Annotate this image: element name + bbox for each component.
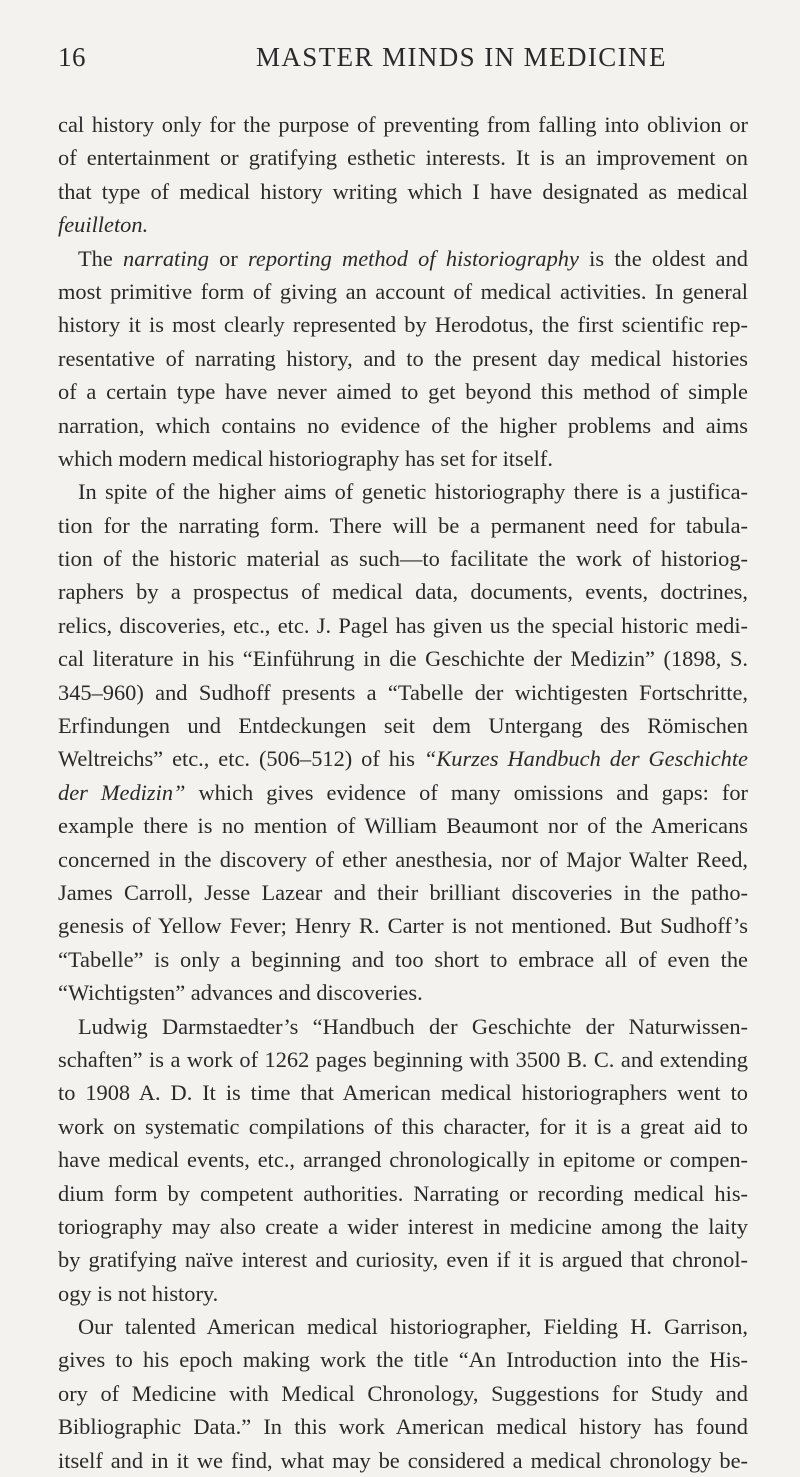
text-line: In spite of the higher aims of genetic historiography there is a justifica- [78, 479, 748, 505]
text-line: Erfindungen und Entdeckungen seit dem Untergang des Römischen [58, 713, 748, 739]
text-line: that type of medical history writing which I have designated as medical [58, 178, 748, 204]
running-title: MASTER MINDS IN MEDICINE [256, 42, 667, 72]
text-line: by gratifying naïve interest and curiosity, even if it is argued that chronol- [58, 1247, 748, 1273]
text-line: raphers by a prospectus of medical data, documents, events, doctrines, [58, 579, 748, 605]
text-line: ogy is not history. [58, 1280, 219, 1306]
text-line: gives to his epoch making work the title “An Introduction into the His- [58, 1347, 748, 1373]
text-line: tion for the narrating form. There will be a permanent need for tabula- [58, 512, 748, 538]
text-line: “Wichtigsten” advances and discoveries. [58, 980, 423, 1006]
text-line: of entertainment or gratifying esthetic interests. It is an improvement on [58, 145, 748, 171]
text-line: example there is no mention of William Beaumont nor of the Americans [58, 813, 748, 839]
page-number: 16 [58, 42, 86, 72]
text-line: tion of the historic material as such—to facilitate the work of historiog- [58, 546, 748, 572]
text-line: of a certain type have never aimed to get beyond this method of simple [58, 379, 748, 405]
text-line: resentative of narrating history, and to the present day medical histories [58, 345, 748, 371]
text-line: “Tabelle” is only a beginning and too short to embrace all of even the [58, 946, 748, 972]
text-line: Weltreichs” etc., etc. (506–512) of his “Kurzes Handbuch der Geschichte [58, 746, 748, 772]
text-line: cal history only for the purpose of preventing from falling into oblivion or [58, 112, 748, 137]
text-line: Our talented American medical historiographer, Fielding H. Garrison, [78, 1314, 748, 1340]
text-line: dium form by competent authorities. Narrating or recording medical his- [58, 1180, 748, 1206]
text-line: work on systematic compilations of this character, for it is a great aid to [58, 1113, 748, 1139]
text-line: concerned in the discovery of ether anesthesia, nor of Major Walter Reed, [58, 846, 748, 872]
text-line: der Medizin” which gives evidence of many omissions and gaps: for [58, 779, 748, 805]
text-line: feuilleton. [58, 212, 149, 238]
page-header [0, 42, 800, 82]
text-line: ory of Medicine with Medical Chronology, Suggestions for Study and [58, 1380, 748, 1406]
text-line: most primitive form of giving an account of medical activities. In general [58, 278, 748, 304]
text-line: Ludwig Darmstaedter’s “Handbuch der Geschichte der Naturwissen- [78, 1013, 748, 1039]
text-line: which modern medical historiography has set for itself. [58, 445, 553, 471]
text-line: The narrating or reporting method of historiography is the oldest and [78, 245, 748, 271]
text-line: toriography may also create a wider interest in medicine among the laity [58, 1213, 748, 1239]
text-line: genesis of Yellow Fever; Henry R. Carter is not mentioned. But Sudhoff’s [58, 913, 748, 939]
text-line: relics, discoveries, etc., etc. J. Pagel has given us the special historic medi- [58, 612, 748, 638]
text-line: itself and in it we find, what may be considered a medical chronology be- [58, 1447, 748, 1473]
body-text [58, 108, 748, 1477]
text-line: narration, which contains no evidence of the higher problems and aims [58, 412, 748, 438]
text-line: history it is most clearly represented by Herodotus, the first scientific rep- [58, 312, 748, 338]
text-line: schaften” is a work of 1262 pages beginning with 3500 B. C. and extending [58, 1046, 748, 1072]
text-line: Bibliographic Data.” In this work American medical history has found [58, 1414, 748, 1440]
text-line: cal literature in his “Einführung in die Geschichte der Medizin” (1898, S. [58, 646, 748, 672]
text-line: have medical events, etc., arranged chronologically in epitome or compen- [58, 1147, 748, 1173]
text-line: 345–960) and Sudhoff presents a “Tabelle der wichtigesten Fortschritte, [58, 679, 748, 705]
text-line: James Carroll, Jesse Lazear and their brilliant discoveries in the patho- [58, 879, 748, 905]
text-line: to 1908 A. D. It is time that American medical historiographers went to [58, 1080, 748, 1106]
